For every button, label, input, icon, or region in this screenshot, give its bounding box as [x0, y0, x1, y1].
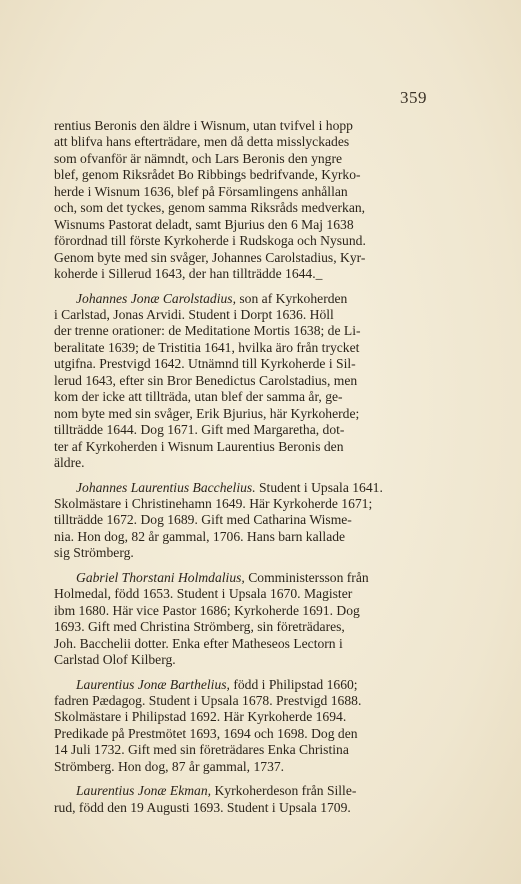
paragraph-barthelius — [54, 677, 457, 776]
text-line: Joh. Bacchelii dotter. Enka efter Matheseos Lectorn i — [54, 635, 343, 651]
text-line: herde i Wisnum 1636, blef på Församlingens anhållan — [54, 183, 348, 199]
text-line: Strömberg. Hon dog, 87 år gammal, 1737. — [54, 758, 285, 774]
text-line: rentius Beronis den äldre i Wisnum, utan tvifvel i hopp — [54, 118, 353, 133]
text-line: att blifva hans efterträdare, men då detta misslyckades — [54, 134, 350, 150]
text-line: der trenne orationer: de Meditatione Mortis 1638; de Li- — [54, 323, 361, 339]
text-line: Laurentius Jonæ Ekman, Kyrkoherdeson från Sille- — [76, 783, 357, 799]
text-line: blef, genom Riksrådet Bo Ribbings bedrifvande, Kyrko- — [54, 167, 361, 183]
text-line: ibm 1680. Här vice Pastor 1686; Kyrkoherde 1691. Dog — [54, 602, 360, 618]
paragraph-bacchelius — [54, 480, 457, 562]
text-line: tillträdde 1644. Dog 1671. Gift med Margaretha, dot- — [54, 422, 345, 438]
text-line: utgifna. Prestvigd 1642. Utnämnd till Kyrkoherde i Sil- — [54, 356, 356, 372]
text-line: fadren Pædagog. Student i Upsala 1678. Prestvigd 1688. — [54, 692, 362, 708]
text-line: Johannes Laurentius Bacchelius. Student i Upsala 1641. — [76, 479, 383, 495]
text-line: Predikade på Prestmötet 1693, 1694 och 1698. Dog den — [54, 725, 358, 741]
text-line: 1693. Gift med Christina Strömberg, sin företrädares, — [54, 619, 345, 635]
paragraph-holmdalius — [54, 570, 457, 669]
text-line: Carlstad Olof Kilberg. — [54, 652, 176, 668]
text-line: beralitate 1639; de Tristitia 1641, hvilka äro från trycket — [54, 339, 360, 355]
body-text — [54, 118, 457, 816]
text-line: äldre. — [54, 455, 85, 471]
text-line: Skolmästare i Philipstad 1692. Här Kyrkoherde 1694. — [54, 709, 347, 725]
text-line: i Carlstad, Jonas Arvidi. Student i Dorpt 1636. Höll — [54, 306, 334, 322]
entry-name: Laurentius Jonæ Ekman, — [76, 783, 212, 799]
text-line: Laurentius Jonæ Barthelius, född i Philipstad 1660; — [76, 676, 358, 692]
text-line: förordnad till förste Kyrkoherde i Rudskoga och Nysund. — [54, 233, 366, 249]
paragraph-erik-bjurius — [54, 118, 457, 283]
text-line: nia. Hon dog, 82 år gammal, 1706. Hans barn kallade — [54, 528, 346, 544]
text-line: Johannes Jonæ Carolstadius, son af Kyrkoherden — [76, 290, 348, 306]
text-line: koherde i Sillerud 1643, der han tillträdde 1644._ — [54, 266, 323, 282]
text-line: rud, född den 19 Augusti 1693. Student i Upsala 1709. — [54, 799, 351, 815]
text-line: ter af Kyrkoherden i Wisnum Laurentius Beronis den — [54, 438, 344, 454]
paragraph-carolstadius — [54, 291, 457, 472]
text-line: sig Strömberg. — [54, 545, 134, 561]
text-line: Wisnums Pastorat deladt, samt Bjurius den 6 Maj 1638 — [54, 216, 354, 232]
text-line: lerud 1643, efter sin Bror Benedictus Carolstadius, men — [54, 372, 358, 388]
text-line: och, som det tyckes, genom samma Riksråds medverkan, — [54, 200, 366, 216]
entry-name: Johannes Laurentius Bacchelius. — [76, 479, 256, 495]
text-line: som ofvanför är nämndt, och Lars Beronis den yngre — [54, 150, 343, 166]
page-number: 359 — [400, 88, 427, 107]
text-line: 14 Juli 1732. Gift med sin företrädares Enka Christina — [54, 742, 349, 758]
text-line: tillträdde 1672. Dog 1689. Gift med Catharina Wisme- — [54, 512, 352, 528]
text-line: nom byte med sin svåger, Erik Bjurius, här Kyrkoherde; — [54, 405, 360, 421]
text-line: Skolmästare i Christinehamn 1649. Här Kyrkoherde 1671; — [54, 495, 373, 511]
entry-name: Laurentius Jonæ Barthelius, — [76, 676, 230, 692]
text-line: Holmedal, född 1653. Student i Upsala 1670. Magister — [54, 586, 353, 602]
text-line: Genom byte med sin svåger, Johannes Carolstadius, Kyr- — [54, 249, 366, 265]
entry-name: Johannes Jonæ Carolstadius, — [76, 290, 236, 306]
text-line: kom der icke att tillträda, utan blef der samma år, ge- — [54, 389, 343, 405]
text-line: Gabriel Thorstani Holmdalius, Comministersson från — [76, 569, 369, 585]
paragraph-ekman — [54, 783, 457, 816]
entry-name: Gabriel Thorstani Holmdalius, — [76, 569, 245, 585]
